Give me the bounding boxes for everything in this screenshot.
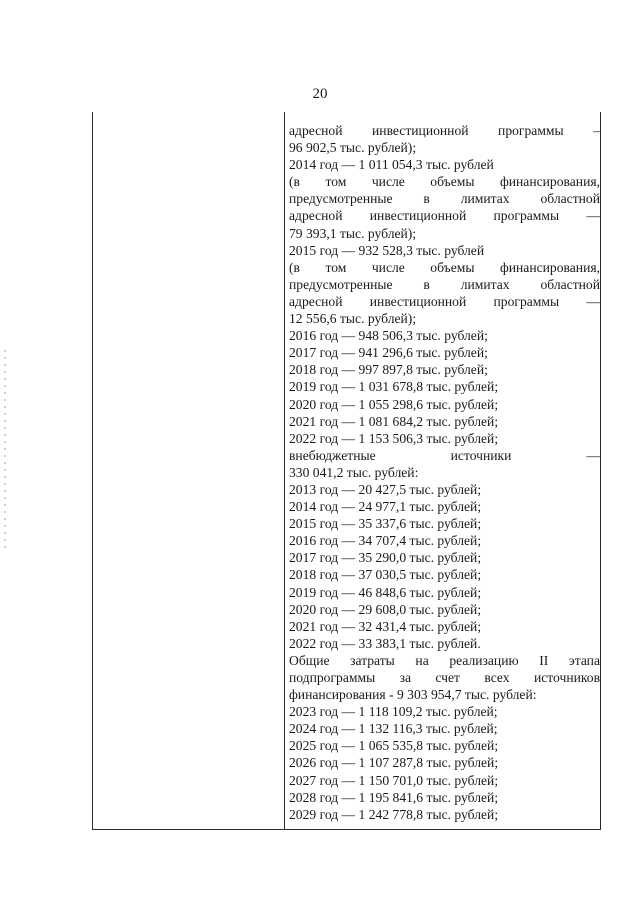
scan-artifact xyxy=(4,350,6,550)
text-line: 2014 год — 24 977,1 тыс. рублей; xyxy=(289,499,482,515)
text-line: 2016 год — 34 707,4 тыс. рублей; xyxy=(289,533,482,549)
text-line: 2022 год — 33 383,1 тыс. рублей. xyxy=(289,635,481,651)
text-line: 330 041,2 тыс. рублей: xyxy=(289,464,419,480)
text-line: 2018 год — 997 897,8 тыс. рублей; xyxy=(289,362,488,378)
financing-table xyxy=(92,112,601,830)
text-line: 2020 год — 1 055 298,6 тыс. рублей; xyxy=(289,396,499,412)
text-line: 2019 год — 1 031 678,8 тыс. рублей; xyxy=(289,379,499,395)
text-line: предусмотренные в лимитах областной xyxy=(289,191,600,207)
text-line: адресной инвестиционной программы — xyxy=(289,208,600,224)
text-line: 2015 год — 932 528,3 тыс. рублей xyxy=(289,242,485,258)
text-line: 79 393,1 тыс. рублей); xyxy=(289,225,417,241)
text-line: 2021 год — 32 431,4 тыс. рублей; xyxy=(289,618,482,634)
text-line: (в том числе объемы финансирования, xyxy=(289,259,600,275)
text-line: 2016 год — 948 506,3 тыс. рублей; xyxy=(289,328,488,344)
page-number: 20 xyxy=(312,86,328,102)
text-line: 2014 год — 1 011 054,3 тыс. рублей xyxy=(289,157,494,173)
text-line: финансирования - 9 303 954,7 тыс. рублей: xyxy=(289,687,537,703)
text-line: внебюджетные источники — xyxy=(289,447,600,463)
text-line: адресной инвестиционной программы – xyxy=(289,123,600,138)
text-line: 2017 год — 35 290,0 тыс. рублей; xyxy=(289,550,482,566)
text-line: Общие затраты на реализацию II этапа xyxy=(289,652,600,668)
text-line: 2027 год — 1 150 701,0 тыс. рублей; xyxy=(289,772,499,788)
text-line: 2020 год — 29 608,0 тыс. рублей; xyxy=(289,601,482,617)
text-line: 2026 год — 1 107 287,8 тыс. рублей; xyxy=(289,755,499,771)
text-line: 2023 год — 1 118 109,2 тыс. рублей; xyxy=(289,704,498,720)
text-line: 2022 год — 1 153 506,3 тыс. рублей; xyxy=(289,430,499,446)
text-line: 2024 год — 1 132 116,3 тыс. рублей; xyxy=(289,721,498,737)
column-divider xyxy=(284,112,285,829)
text-line: адресной инвестиционной программы — xyxy=(289,293,600,309)
text-line: 2021 год — 1 081 684,2 тыс. рублей; xyxy=(289,413,499,429)
text-line: 12 556,6 тыс. рублей); xyxy=(289,311,417,327)
text-line: 2029 год — 1 242 778,8 тыс. рублей; xyxy=(289,806,499,822)
text-line: 2018 год — 37 030,5 тыс. рублей; xyxy=(289,567,482,583)
text-line: подпрограммы за счет всех источников xyxy=(289,670,600,685)
text-line: 2013 год — 20 427,5 тыс. рублей; xyxy=(289,481,482,497)
text-line: 96 902,5 тыс. рублей); xyxy=(289,140,417,156)
text-line: 2025 год — 1 065 535,8 тыс. рублей; xyxy=(289,738,499,754)
financing-text-cell xyxy=(289,122,600,823)
text-line: 2019 год — 46 848,6 тыс. рублей; xyxy=(289,584,482,600)
text-line: 2015 год — 35 337,6 тыс. рублей; xyxy=(289,516,482,532)
text-line: 2028 год — 1 195 841,6 тыс. рублей; xyxy=(289,789,499,805)
text-line: 2017 год — 941 296,6 тыс. рублей; xyxy=(289,345,488,361)
text-line: (в том числе объемы финансирования, xyxy=(289,174,600,190)
text-line: предусмотренные в лимитах областной xyxy=(289,276,600,292)
